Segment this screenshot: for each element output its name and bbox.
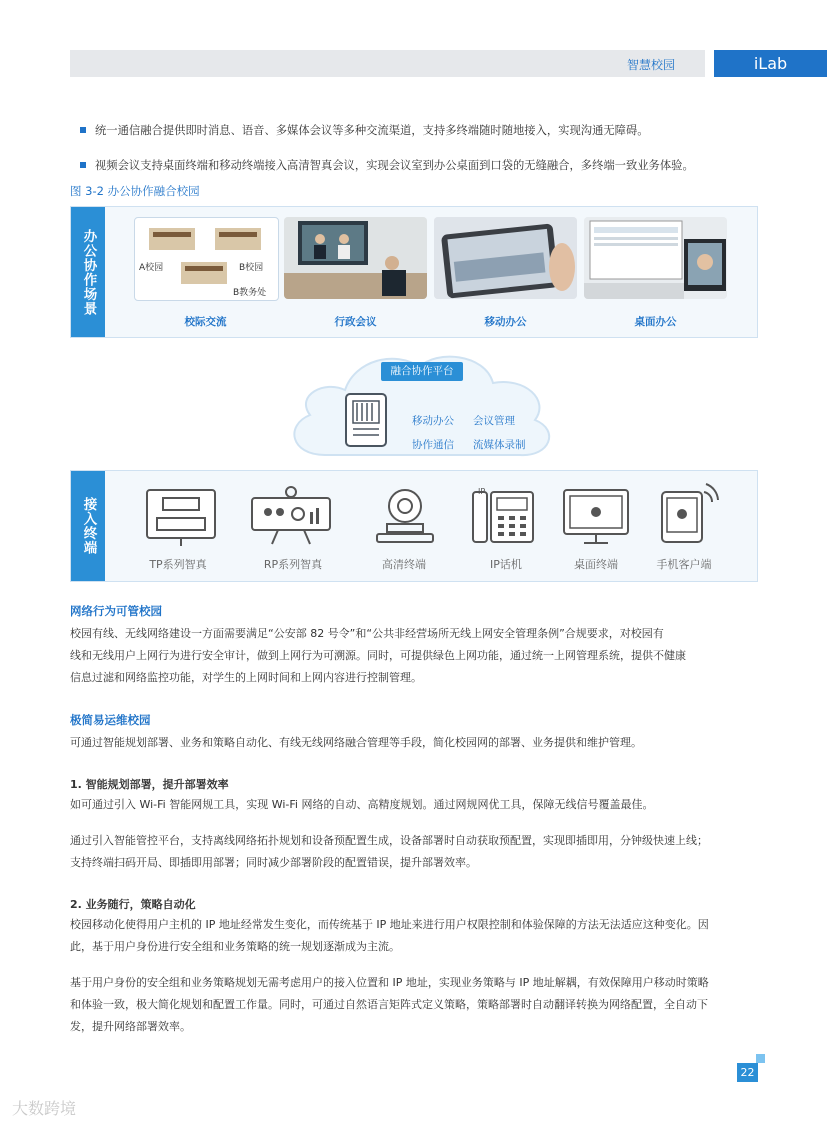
scene-campus-exchange <box>134 217 279 301</box>
page-number: 22 <box>737 1063 758 1082</box>
rp-telepresence-icon <box>250 484 332 548</box>
section-paragraph: 校园有线、无线网络建设一方面需要满足“公安部 82 号令”和“公共非经营场所无线上网安全管理条例”合规要求，对校园有 线和无线用户上网行为进行安全审计，做到上网行为可溯源。同时，可提供绿色上网功能，通过统一上网管理系统，提供不健康 信息过滤和网络监控功能，对学生的上网时间和上网内容进行控制管理。 <box>70 627 686 684</box>
desktop-terminal-icon <box>562 488 630 546</box>
platform-title: 融合协作平台 <box>381 362 463 381</box>
subsection-paragraph: 通过引入智能管控平台，支持离线网络拓扑规划和设备预配置生成，设备部署时自动获取预配置，实现即插即用，分钟级快速上线； 支持终端扫码开局、即插即用部署；同时减少部署阶段的配置错误，提升部署效率。 <box>70 834 708 869</box>
section-paragraph: 可通过智能规划部署、业务和策略自动化、有线无线网络融合管理等手段，简化校园网的部署、业务提供和维护管理。 <box>70 736 642 749</box>
bullet-item <box>80 157 694 173</box>
subsection-paragraph: 如可通过引入 Wi-Fi 智能网规工具，实现 Wi-Fi 网络的自动、高精度规划。通过网规网优工具，保障无线信号覆盖最佳。 <box>70 798 654 811</box>
bullet-square-icon <box>80 127 86 133</box>
section-heading: 极简易运维校园 <box>70 713 151 727</box>
tp-telepresence-icon <box>145 488 217 548</box>
platform-function: 流媒体录制 <box>473 439 526 451</box>
subsection-paragraph: 校园移动化使得用户主机的 IP 地址经常发生变化，而传统基于 IP 地址来进行用户权限控制和体验保障的方法无法适应这种变化。因 此，基于用户身份进行安全组和业务策略的统一规划逐渐成为主流。 <box>70 918 709 953</box>
tablet-photo <box>434 217 577 299</box>
scene-label: 行政会议 <box>334 316 377 328</box>
device-label: IP话机 <box>490 558 522 571</box>
meeting-room-photo <box>284 217 427 299</box>
campus-b-label: B校园 <box>239 263 264 273</box>
device-label: RP系列智真 <box>263 558 323 571</box>
header-bar <box>70 50 705 77</box>
scene-desktop-office <box>584 217 727 299</box>
desktop-photo <box>584 217 727 299</box>
scene-panel <box>70 206 758 338</box>
scene-panel-title: 办公协作场景 <box>71 207 105 337</box>
device-label: TP系列智真 <box>149 558 207 571</box>
bullet-item <box>80 122 649 138</box>
scene-label: 移动办公 <box>484 316 527 328</box>
campus-a-label: A校园 <box>139 263 164 273</box>
scene-admin-meeting <box>284 217 427 299</box>
bullet-text: 视频会议支持桌面终端和移动终端接入高清智真会议，实现会议室到办公桌面到口袋的无缝融合，多终端一致业务体验。 <box>95 159 694 172</box>
server-icon <box>343 391 389 451</box>
terminal-panel-title: 接入终端 <box>71 471 105 581</box>
platform-function: 移动办公 <box>412 415 454 427</box>
brand-logo: iLab <box>714 50 827 77</box>
subsection-heading: 1. 智能规划部署，提升部署效率 <box>70 778 229 791</box>
ip-phone-icon-text: IP <box>478 487 486 496</box>
platform-function: 协作通信 <box>412 439 454 451</box>
figure-caption: 图 3-2 办公协作融合校园 <box>70 184 200 198</box>
scene-label: 桌面办公 <box>634 316 677 328</box>
watermark: 大数跨境 <box>12 1099 77 1118</box>
section-heading: 网络行为可管校园 <box>70 604 162 618</box>
platform-function: 会议管理 <box>473 415 515 427</box>
subsection-paragraph: 基于用户身份的安全组和业务策略规划无需考虑用户的接入位置和 IP 地址，实现业务策略与 IP 地址解耦，有效保障用户移动时策略 和体验一致，极大简化规划和配置工作量。同时，可通过自然语言矩阵式定义策略，策略部署时自动翻译转换为网络配置，全自动下 发，提升网络部署效率。 <box>70 976 709 1033</box>
mobile-client-icon <box>656 480 720 546</box>
bullet-text: 统一通信融合提供即时消息、语音、多媒体会议等多种交流渠道，支持多终端随时随地接入，实现沟通无障碍。 <box>95 124 649 137</box>
page-number-decoration <box>756 1054 765 1063</box>
campus-office-label: B教务处 <box>233 288 267 298</box>
scene-label: 校际交流 <box>184 316 227 328</box>
hd-terminal-camera-icon <box>375 486 435 548</box>
device-label: 高清终端 <box>382 558 426 571</box>
device-label: 手机客户端 <box>656 558 712 571</box>
subsection-heading: 2. 业务随行，策略自动化 <box>70 898 196 911</box>
bullet-square-icon <box>80 162 86 168</box>
device-label: 桌面终端 <box>574 558 618 571</box>
scene-mobile-office <box>434 217 577 299</box>
header-title: 智慧校园 <box>626 58 675 72</box>
